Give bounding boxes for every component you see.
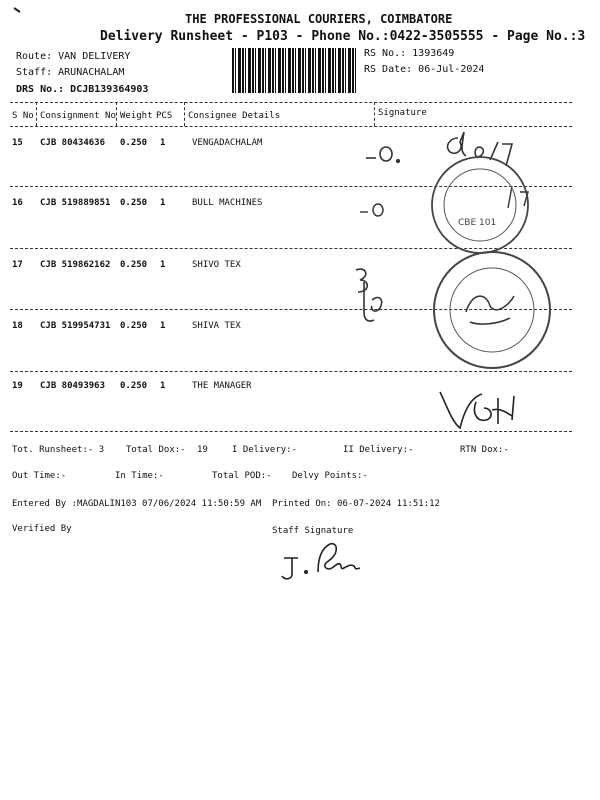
header-weight: Weight xyxy=(120,111,153,121)
row-consignee: SHIVA TEX xyxy=(192,321,241,331)
header-pcs: PCS xyxy=(156,111,173,121)
header-signature: Signature xyxy=(378,108,427,118)
route-label: Route: VAN DELIVERY xyxy=(16,51,131,62)
row-consignment: CJB 519954731 xyxy=(40,321,111,331)
rtn-dox: RTN Dox:- xyxy=(460,445,509,455)
header-sno: S No xyxy=(12,111,34,121)
row-pcs: 1 xyxy=(160,381,166,391)
i-delivery: I Delivery:- xyxy=(232,445,298,455)
drs-number: DRS No.: DCJB139364903 xyxy=(16,84,149,95)
row-consignee: SHIVO TEX xyxy=(192,260,241,270)
total-dox-label: Total Dox:- xyxy=(126,445,186,455)
row-consignment: CJB 80493963 xyxy=(40,381,106,391)
entered-by: Entered By :MAGDALIN103 07/06/2024 11:50:59 AM xyxy=(12,499,262,509)
signature-row-15 xyxy=(366,132,512,166)
header-consignment: Consignment No xyxy=(40,111,116,121)
svg-text:CBE 101: CBE 101 xyxy=(458,218,497,228)
header-consignee: Consignee Details xyxy=(188,111,281,121)
ii-delivery: II Delivery:- xyxy=(343,445,414,455)
total-dox-value: 19 xyxy=(197,445,208,455)
rs-number: RS No.: 1393649 xyxy=(364,48,455,59)
company-stamp-bull-machines xyxy=(432,157,528,253)
printed-on: Printed On: 06-07-2024 11:51:12 xyxy=(272,499,440,509)
row-consignee: BULL MACHINES xyxy=(192,198,263,208)
row-pcs: 1 xyxy=(160,138,166,148)
company-stamp-shiva-tex xyxy=(434,252,550,368)
row-weight: 0.250 xyxy=(120,198,148,208)
row-weight: 0.250 xyxy=(120,321,148,331)
row-sno: 19 xyxy=(12,381,23,391)
verified-by: Verified By xyxy=(12,524,72,534)
row-consignment: CJB 519862162 xyxy=(40,260,111,270)
corner-mark xyxy=(14,8,20,12)
total-pod: Total POD:- xyxy=(212,471,272,481)
row-weight: 0.250 xyxy=(120,138,148,148)
row-pcs: 1 xyxy=(160,321,166,331)
signature-row-17 xyxy=(356,269,382,321)
delvy-points: Delvy Points:- xyxy=(292,471,368,481)
out-time: Out Time:- xyxy=(12,471,67,481)
runsheet-subtitle: Delivery Runsheet - P103 - Phone No.:0422-3505555 - Page No.:3 xyxy=(100,29,586,44)
staff-signature xyxy=(282,544,360,579)
staff-label: Staff: ARUNACHALAM xyxy=(16,67,125,78)
row-pcs: 1 xyxy=(160,198,166,208)
row-pcs: 1 xyxy=(160,260,166,270)
signature-row-19 xyxy=(440,392,514,428)
row-weight: 0.250 xyxy=(120,260,148,270)
in-time: In Time:- xyxy=(115,471,164,481)
company-title: THE PROFESSIONAL COURIERS, COIMBATORE xyxy=(185,12,453,26)
tot-runsheet: Tot. Runsheet:- 3 xyxy=(12,445,105,455)
staff-signature-label: Staff Signature xyxy=(272,526,354,536)
row-weight: 0.250 xyxy=(120,381,148,391)
row-sno: 16 xyxy=(12,198,23,208)
row-consignment: CJB 519889851 xyxy=(40,198,111,208)
row-sno: 18 xyxy=(12,321,23,331)
row-sno: 15 xyxy=(12,138,23,148)
rs-date: RS Date: 06-Jul-2024 xyxy=(364,64,485,75)
row-consignee: VENGADACHALAM xyxy=(192,138,263,148)
row-consignment: CJB 80434636 xyxy=(40,138,106,148)
row-sno: 17 xyxy=(12,260,23,270)
row-consignee: THE MANAGER xyxy=(192,381,252,391)
